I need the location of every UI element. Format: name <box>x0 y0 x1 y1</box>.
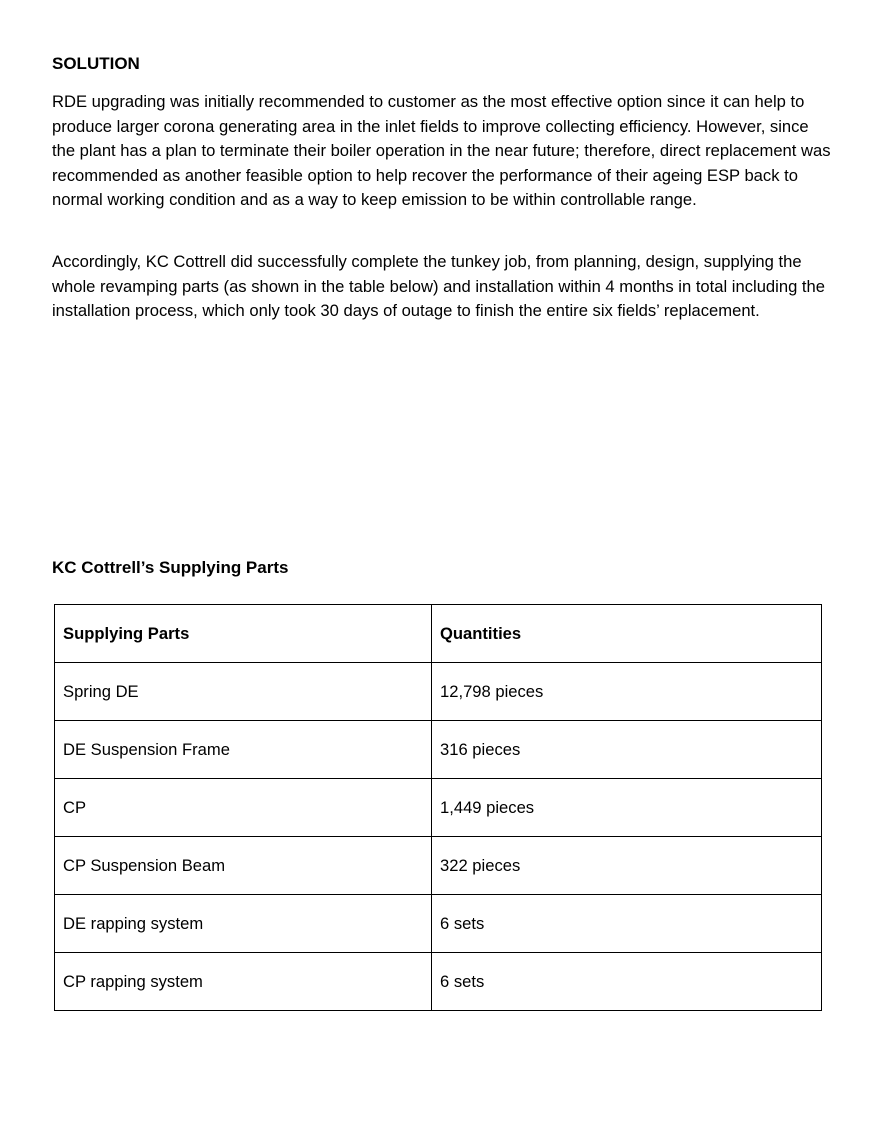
column-header-quantities: Quantities <box>432 605 822 663</box>
table-row <box>55 779 822 837</box>
supplying-parts-table <box>54 604 822 1011</box>
solution-paragraph-1: RDE upgrading was initially recommended to customer as the most effective option since it can help to produce larger corona generating area in the inlet fields to improve collecting efficiency. However, since the plant has a plan to terminate their boiler operation in the near future; therefore, direct replacement was recommended as another feasible option to help recover the performance of their ageing ESP back to normal working condition and as a way to keep emission to be within controllable range. <box>52 92 831 209</box>
part-name-cell: CP <box>55 779 432 837</box>
column-header-supplying-parts: Supplying Parts <box>55 605 432 663</box>
table-row <box>55 663 822 721</box>
table-row <box>55 721 822 779</box>
part-name-cell: DE rapping system <box>55 895 432 953</box>
quantity-cell: 316 pieces <box>432 721 822 779</box>
solution-heading: SOLUTION <box>52 54 140 73</box>
quantity-cell: 6 sets <box>432 895 822 953</box>
part-name-cell: Spring DE <box>55 663 432 721</box>
table-row <box>55 895 822 953</box>
quantity-cell: 12,798 pieces <box>432 663 822 721</box>
table-header-row <box>55 605 822 663</box>
solution-paragraph-2: Accordingly, KC Cottrell did successfully complete the tunkey job, from planning, design, supplying the whole revamping parts (as shown in the table below) and installation within 4 months in total including the installation process, which only took 30 days of outage to finish the entire six fields’ replacement. <box>52 252 825 320</box>
table-row <box>55 837 822 895</box>
part-name-cell: DE Suspension Frame <box>55 721 432 779</box>
parts-table-heading: KC Cottrell’s Supplying Parts <box>52 558 289 577</box>
part-name-cell: CP rapping system <box>55 953 432 1011</box>
quantity-cell: 322 pieces <box>432 837 822 895</box>
part-name-cell: CP Suspension Beam <box>55 837 432 895</box>
quantity-cell: 1,449 pieces <box>432 779 822 837</box>
table-row <box>55 953 822 1011</box>
quantity-cell: 6 sets <box>432 953 822 1011</box>
